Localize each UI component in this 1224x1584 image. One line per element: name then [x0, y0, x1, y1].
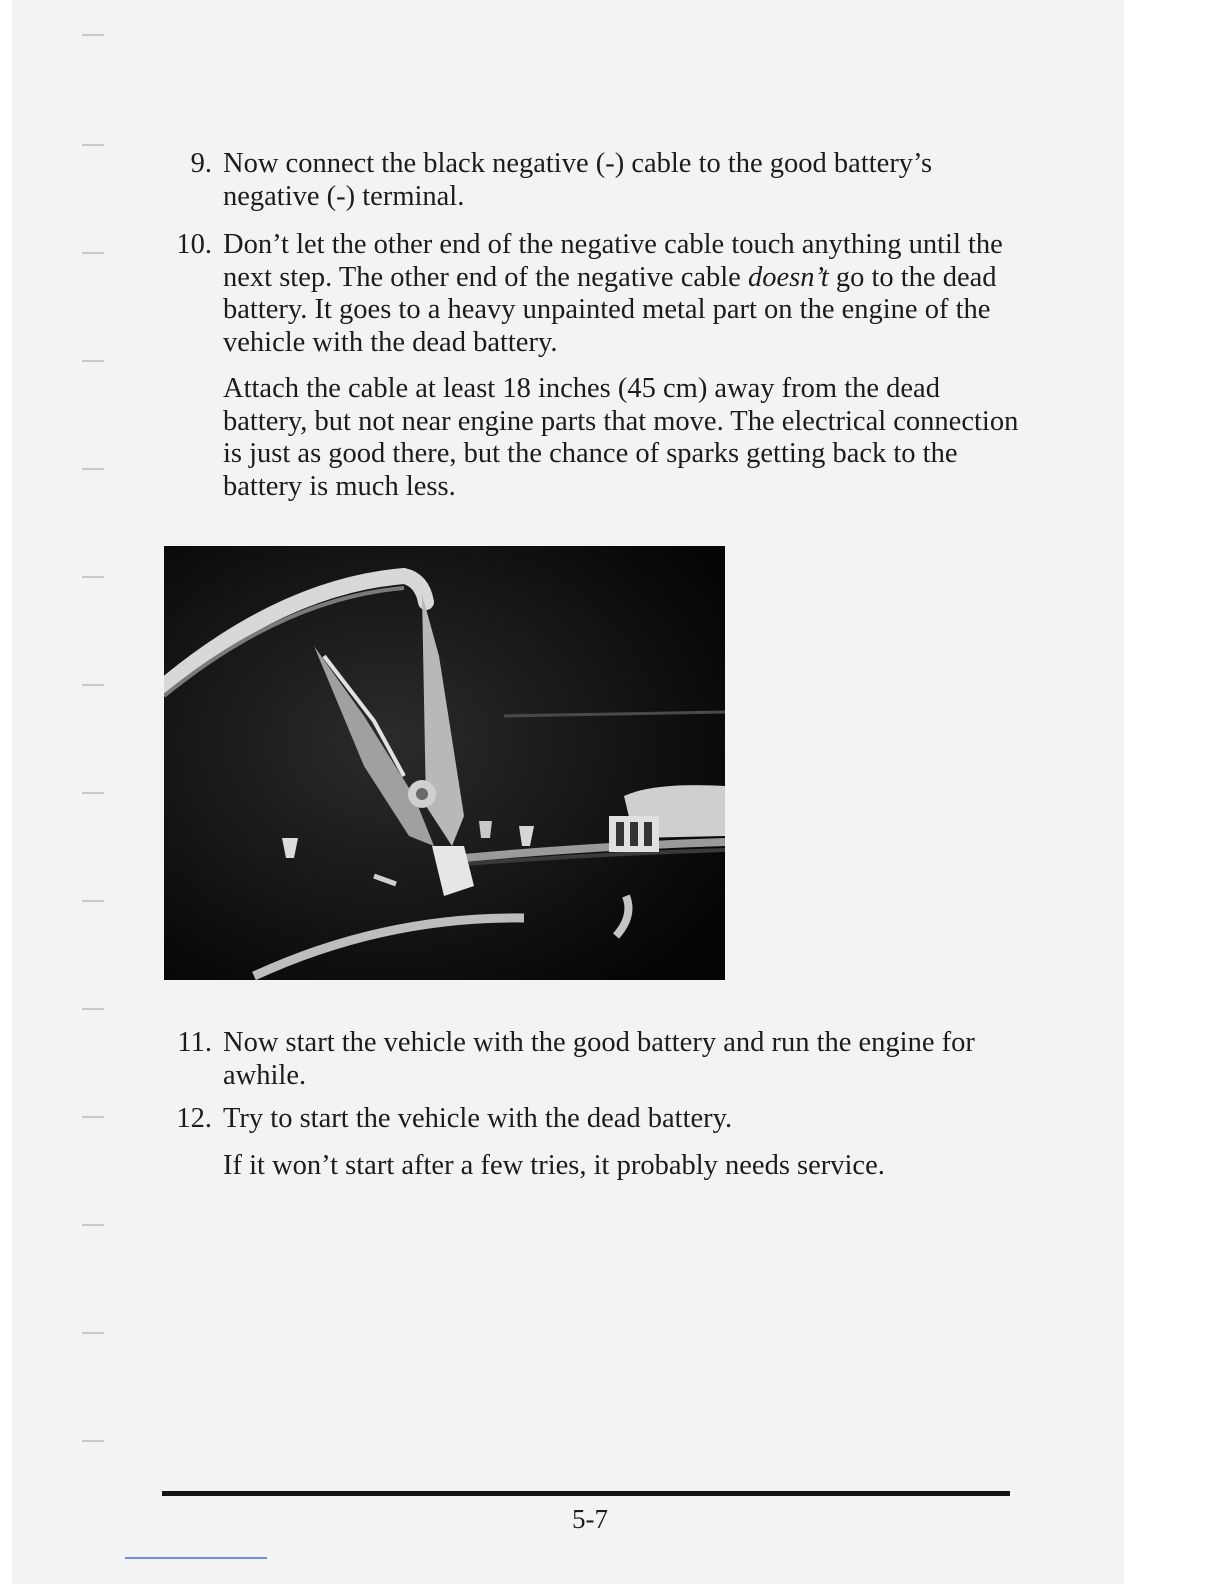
- margin-tick: [82, 1224, 104, 1226]
- manual-page: [12, 0, 1124, 1584]
- margin-tick: [82, 792, 104, 794]
- step-number: 12.: [176, 1103, 212, 1134]
- step-text: [223, 229, 1022, 359]
- step-number: 9.: [190, 148, 212, 179]
- page-number: 5-7: [572, 1504, 608, 1534]
- margin-tick: [82, 468, 104, 470]
- margin-tick: [82, 1008, 104, 1010]
- margin-tick: [82, 34, 104, 36]
- step-text: If it won’t start after a few tries, it probably needs service.: [223, 1149, 885, 1181]
- step-12: [162, 1103, 1022, 1182]
- step-11: [162, 1027, 1022, 1092]
- step-10: [162, 229, 1022, 503]
- margin-tick: [82, 144, 104, 146]
- step-text: Now start the vehicle with the good battery and run the engine for awhile.: [223, 1027, 975, 1091]
- step-number: 11.: [177, 1027, 212, 1058]
- margin-tick: [82, 1116, 104, 1118]
- scan-edge-line: [125, 1557, 267, 1559]
- margin-tick: [82, 684, 104, 686]
- step-text: Try to start the vehicle with the dead battery.: [223, 1103, 733, 1134]
- jumper-cable-photo: [164, 546, 725, 980]
- margin-tick: [82, 360, 104, 362]
- margin-tick: [82, 576, 104, 578]
- step-text-emphasis: doesn’t: [747, 261, 829, 293]
- margin-tick: [82, 1332, 104, 1334]
- margin-tick: [82, 1440, 104, 1442]
- step-number: 10.: [176, 229, 212, 260]
- margin-tick: [82, 252, 104, 254]
- step-note: Attach the cable at least 18 inches (45 cm) away from the dead battery, but not near engine parts that move. The electrical connection is just as good there, but the chance of sparks getting back to the battery is much less.: [223, 373, 1019, 502]
- footer-rule: [162, 1491, 1010, 1496]
- jumper-clamp-illustration: [164, 546, 725, 980]
- step-text-intro: Don’t let the other end of the negative cable touch anything until the next step. The other end of the negative cable: [223, 229, 1003, 293]
- margin-tick: [82, 900, 104, 902]
- step-text-outro: go to the dead battery. It goes to a heavy unpainted metal part on the engine of the vehicle with the dead battery.: [223, 261, 997, 358]
- step-text: Now connect the black negative (-) cable to the good battery’s negative (-) terminal.: [223, 148, 933, 212]
- step-9: [162, 148, 1022, 213]
